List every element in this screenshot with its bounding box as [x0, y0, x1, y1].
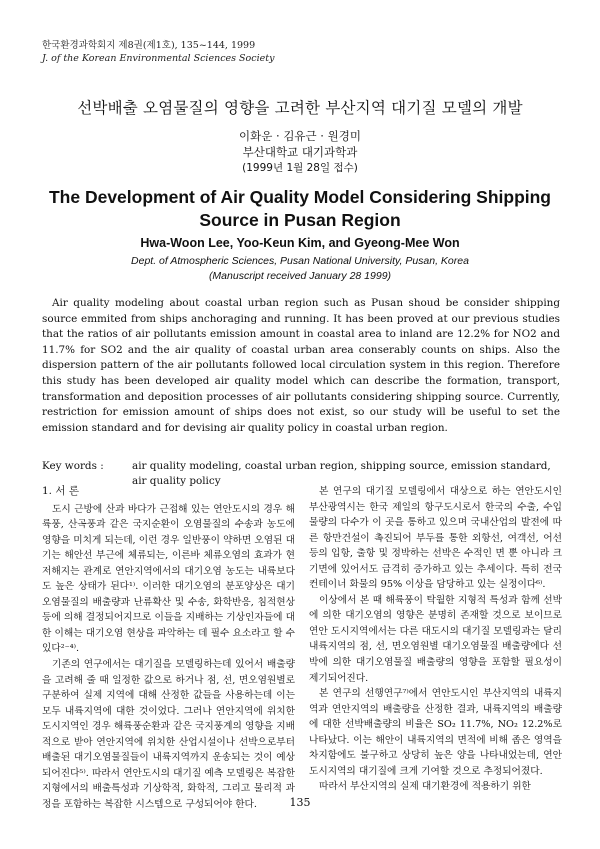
paper-title-ko: 선박배출 오염물질의 영향을 고려한 부산지역 대기질 모델의 개발: [77, 99, 523, 117]
body-paragraph: 도시 근방에 산과 바다가 근접해 있는 연안도시의 경우 해륙풍, 산곡풍과 같은 국지순환이 오염물질의 수송과 농도에 영향을 미치게 되는데, 이런 경우 일반풍이 약하면 오염된 대기는 해안선 부근에 체류되는, 이른바 체류오염의 효과가 현저해지는 관계로 연안지역에서의 대기오염 농도는 내륙보다도 높은 상태가 된다¹⁾. 이러한 대기오염의 분포양상은 대기오염물질의 배출량과 난류확산 및 수송, 화학반응, 침적현상 등에 의해 결정되어지므로 이들을 지배하는 기상인자들에 대한 이해는 대기오염 현상을 파악하는 데 필수 요소라고 할 수 있다²⁻⁴⁾.: [42, 503, 295, 655]
authors-block-en: [0, 236, 600, 284]
body-paragraph: 이상에서 본 때 해륙풍이 탁월한 지형적 특성과 함께 선박에 의한 대기오염의 영향은 분명히 존재할 것으로 보이므로 연안 도시지역에서는 다른 대도시의 대기질 모델링과는 달리 내륙지역의 점, 선, 면오염원별 대기오염물질 배출량에다 선박에 의한 대기오염물질 배출량의 영향을 포함할 필요성이 제기되어진다.: [309, 594, 562, 684]
body-paragraph: 기존의 연구에서는 대기질을 모델링하는데 있어서 배출량을 고려해 줄 때 일정한 값으로 하거나 점, 선, 면오염원별로 구분하여 실제 지역에 대해 산정한 값들을 사용하는데 이는 모두 내륙지역에 대한 것이었다. 그러나 연안지역에 위치한 도시지역인 경우 해륙풍순환과 같은 국지풍계의 영향을 지배적으로 받아 연안지역에 위치한 산업시설이나 선박으로부터 배출된 대기오염물질들이 내륙지역까지 운송되는 것이 예상되어진다⁵⁾. 따라서 연안도시의 대기질 예측 모델링은 복잡한 지형에서의 배출특성과 기상학적, 화학적, 그리고 물리적 과정을 포함하는 복잡한 시스템으로 구성되어야 한다.: [42, 659, 295, 810]
journal-citation-ko: 한국환경과학회지 제8권(제1호), 135~144, 1999: [42, 40, 256, 51]
body-paragraph: 본 연구의 선행연구⁷⁾에서 연안도시인 부산지역의 내륙지역과 연안지역의 배출량을 산정한 결과, 내륙지역의 배출량에 대한 선박배출량의 비율은 SO₂ 11.7%, NO₂ 12.2%로 나타났다. 이는 해안이 내륙지역의 면적에 비해 좁은 영역을 차지함에도 불구하고 상당히 높은 양을 나타내었는데, 연안 도시지역의 대기질에 크게 기여할 것으로 추정되어졌다.: [309, 688, 562, 777]
author-affiliation-ko: 부산대학교 대기과학과: [242, 145, 358, 159]
page-number: 135: [289, 796, 311, 809]
author-affiliation-en: Dept. of Atmospheric Sciences, Pusan National University, Pusan, Korea: [131, 255, 469, 267]
keywords-label: Key words :: [42, 460, 104, 472]
paper-title-en-line1: The Development of Air Quality Model Considering Shipping: [48, 187, 551, 207]
received-date-ko: (1999년 1월 28일 접수): [242, 162, 358, 174]
body-paragraph: 본 연구의 대기질 모델링에서 대상으로 하는 연안도시인 부산광역시는 한국 제일의 항구도시로서 한국의 수출, 수입물량의 다수가 이 곳을 통하고 있으며 국내산업의 발전에 따른 항만건설이 촉진되어 부두를 통한 외항선, 여객선, 어선 등의 입항, 출항 및 정박하는 선박은 수적인 면 뿐 아니라 크기면에 있어서도 급격히 증가하고 있는 추세이다. 특히 전국 컨테이너 화물의 95% 이상을 담당하고 있는 실정이다⁶⁾.: [309, 486, 562, 591]
journal-header: [42, 39, 274, 65]
paper-title-en: [0, 186, 600, 232]
body-paragraph: 따라서 부산지역의 실제 대기환경에 적용하기 위한: [319, 781, 531, 793]
journal-name-en: J. of the Korean Environmental Sciences Society: [42, 53, 275, 64]
author-names-ko: 이화운 · 김유근 · 원경미: [239, 129, 361, 143]
keywords-text: air quality modeling, coastal urban region, shipping source, emission standard, air quality policy: [132, 460, 551, 487]
section-heading-introduction: 1. 서 론: [42, 485, 79, 497]
body-column-left: [42, 484, 295, 812]
author-names-en: Hwa-Woon Lee, Yoo-Keun Kim, and Gyeong-Mee Won: [140, 236, 460, 250]
received-date-en: (Manuscript received January 28 1999): [208, 270, 392, 282]
authors-block-ko: [0, 128, 600, 176]
body-column-right: [309, 484, 562, 795]
abstract: Air quality modeling about coastal urban region such as Pusan shoud be consider shipping source emmited from ships anchoraging and running. It has been proved at our previous studies that the ratios of air pollutants emission amount in coastal area to inland are 12.2% for NO2 and 11.7% for SO2 and the air quality of coastal urban area conserably counts on ships. Also the dispersion pattern of the air pollutants followed local circulation system in this region. Therefore this study has been developed air quality model which can describe the formation, transport, transformation and deposition processes of air pollutants considering shipping source. Currently, restriction for emission amount of ships does not exist, so our study will be useful to set the emission standard and for devising air quality policy in coastal urban region.: [42, 297, 560, 434]
paper-title-en-line2: Source in Pusan Region: [199, 210, 401, 230]
